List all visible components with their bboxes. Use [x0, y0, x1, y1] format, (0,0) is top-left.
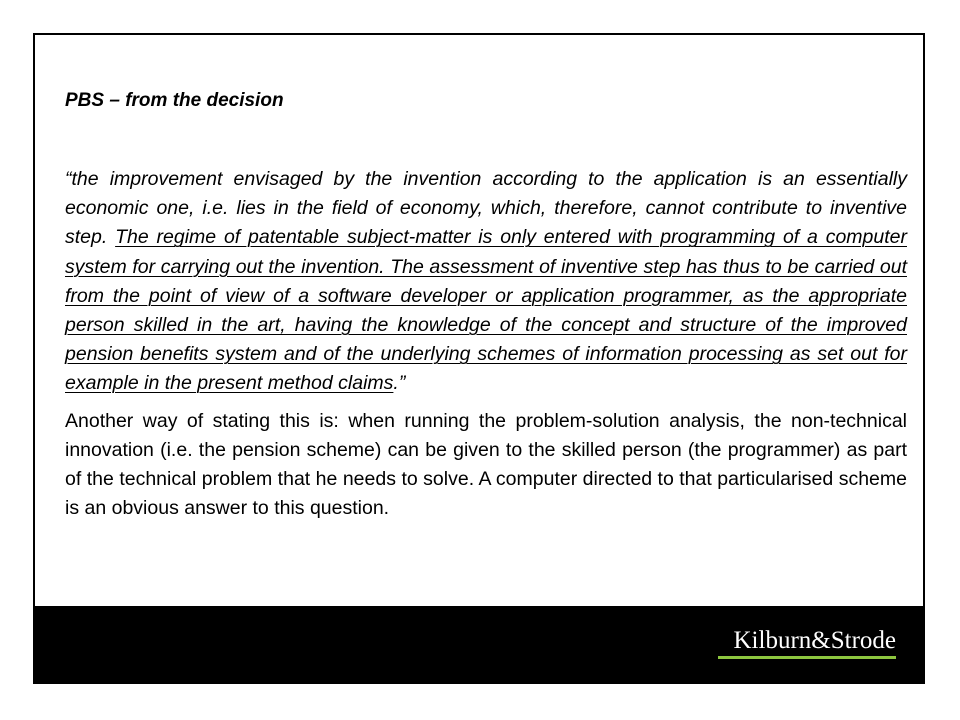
quote-intro: “the improvement envisaged by the invention according to the application is an essentially economic one, i.e. lies in the field of economy, which, therefore, cannot contribute to inventive step.	[65, 168, 907, 249]
quote-underlined-text: The regime of patentable subject-matter is only entered with programming of a computer system for carrying out the invention. The assessment of inventive step has thus to be carried out from the point of view of a software developer or application programmer, as the appropriate person skilled in the art, having the knowledge of the concept and structure of the improved pension benefits system and of the underlying schemes of information processing as set out for example in the present method claims	[65, 226, 907, 395]
slide-frame	[33, 33, 925, 684]
explanation-paragraph: Another way of stating this is: when running the problem-solution analysis, the non-technical innovation (i.e. the pension scheme) can be given to the skilled person (the programmer) as part of the technical problem that he needs to solve. A computer directed to that particularised scheme is an obvious answer to this question.	[65, 409, 907, 520]
decision-quote	[65, 165, 907, 399]
quote-end: .”	[393, 372, 406, 395]
logo-accent-line	[718, 656, 896, 659]
slide-title: PBS – from the decision	[65, 90, 284, 111]
company-logo: Kilburn&Strode	[733, 627, 896, 654]
slide-content	[65, 87, 907, 523]
footer-bar	[35, 606, 923, 682]
